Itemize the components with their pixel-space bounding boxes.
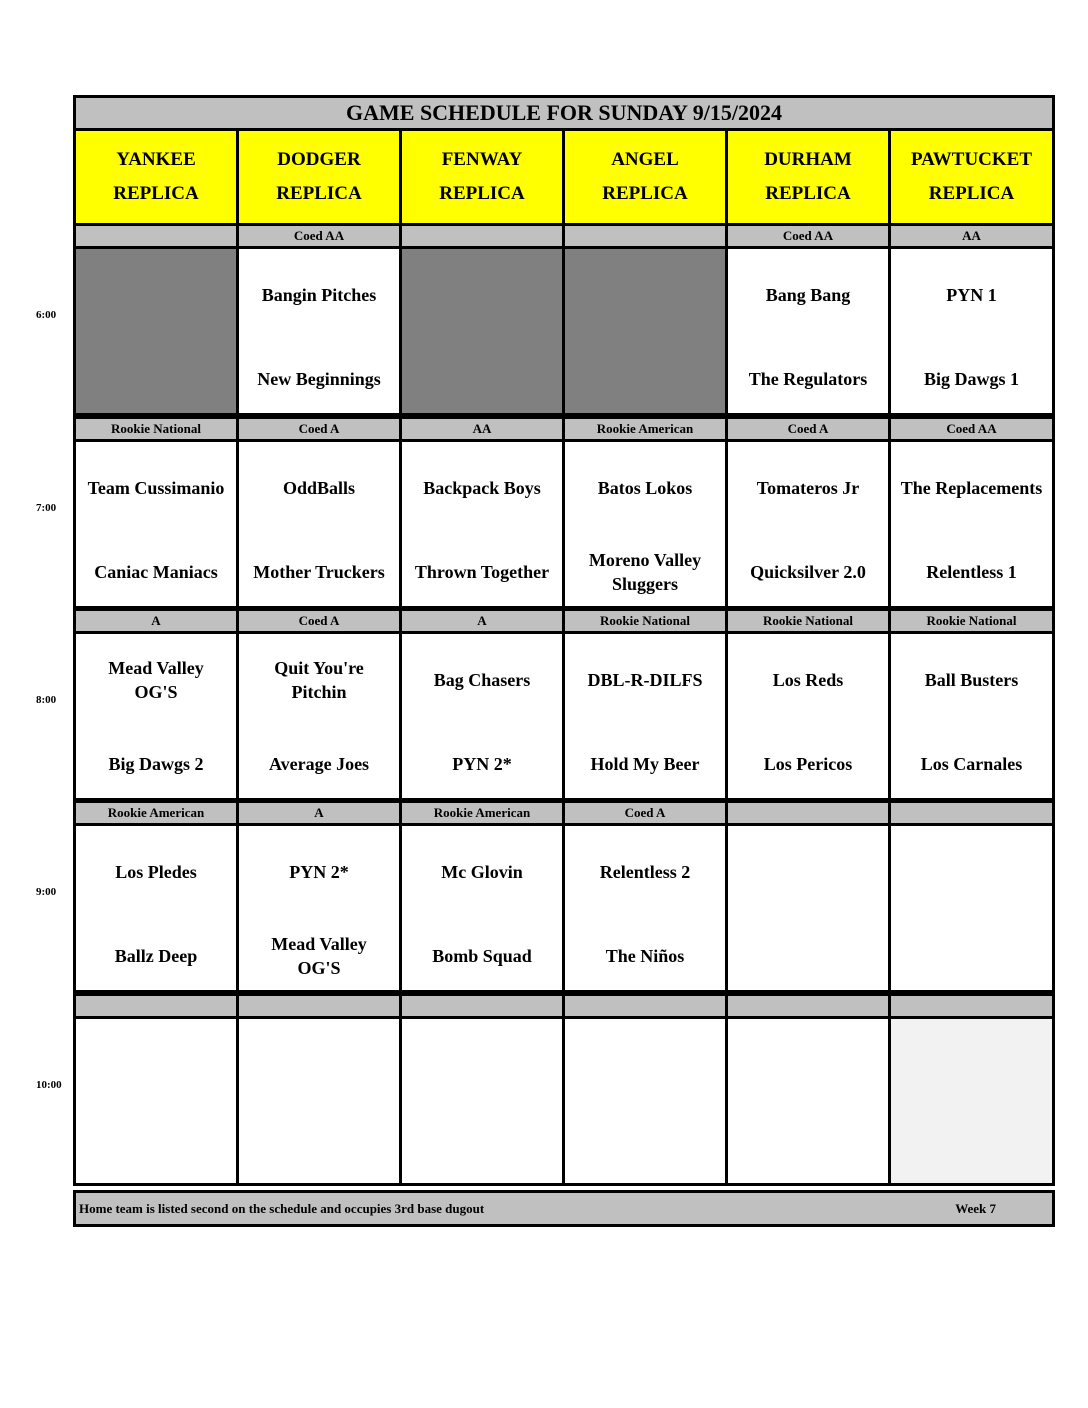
away-team [565,1039,725,1091]
home-team: Moreno Valley Sluggers [588,550,702,594]
home-team: Big Dawgs 2 [108,754,204,774]
game-cell [888,631,1055,801]
away-team [565,269,725,321]
schedule-title: GAME SCHEDULE FOR SUNDAY 9/15/2024 [73,95,1055,131]
game-cell [888,1016,1055,1186]
field-header [399,128,565,226]
division-text: Coed A [787,421,829,436]
field-subtitle: REPLICA [113,183,199,204]
home-team: Average Joes [268,754,370,774]
game-cell [73,1016,239,1186]
division-text: Coed A [298,613,340,628]
away-team: PYN 2* [289,862,349,882]
field-header [888,128,1055,226]
away-team: Bangin Pitches [261,285,377,305]
division-text: Coed A [624,805,666,820]
field-subtitle: REPLICA [765,183,851,204]
field-subtitle: REPLICA [928,183,1015,204]
game-cell [73,823,239,993]
away-team: Bag Chasers [433,670,531,690]
home-team: Mead Valley OG'S [271,934,367,978]
game-cell [399,439,565,609]
home-team: Quicksilver 2.0 [750,562,866,582]
away-team: PYN 1 [946,285,997,305]
home-team: Hold My Beer [590,754,700,774]
away-team [76,269,236,321]
game-cell [236,823,402,993]
home-team: Big Dawgs 1 [923,369,1019,389]
home-team [565,353,725,405]
home-team [239,1123,399,1175]
away-team [891,1039,1052,1091]
home-team [728,930,888,982]
game-cell [399,1016,565,1186]
game-cell [725,631,891,801]
field-name: ANGEL [611,149,679,170]
game-cell [399,246,565,416]
field-subtitle: REPLICA [602,183,688,204]
division-text: A [477,613,487,628]
division-text: Rookie American [433,805,531,820]
game-cell [73,246,239,416]
division-text: Rookie National [111,421,201,436]
week-label: Week 7 [955,1200,996,1216]
field-name: DODGER [277,149,361,170]
field-name: DURHAM [764,149,852,170]
home-team: The Niños [605,946,685,966]
away-team: Los Reds [772,670,844,690]
home-team [891,1123,1052,1175]
away-team: Mc Glovin [441,862,523,882]
division-text: Rookie American [107,805,205,820]
away-team [402,1039,562,1091]
away-team: Relentless 2 [599,862,691,882]
home-team: Mother Truckers [253,562,385,582]
game-cell [562,631,728,801]
time-label: 8:00 [36,694,57,706]
division-text: Rookie National [926,613,1017,628]
away-team: OddBalls [282,478,356,498]
game-cell [725,246,891,416]
away-team [239,1039,399,1091]
away-team [402,269,562,321]
division-text: Coed A [298,421,340,436]
division-text: AA [962,228,981,243]
game-cell [236,439,402,609]
home-team: Caniac Maniacs [94,562,218,582]
time-label: 6:00 [36,309,57,321]
away-team: Team Cussimanio [87,478,225,498]
game-cell [888,439,1055,609]
home-team [891,930,1052,982]
time-label: 7:00 [36,502,57,514]
field-subtitle: REPLICA [439,183,525,204]
home-team: New Beginnings [257,369,381,389]
game-cell [236,1016,402,1186]
field-header [725,128,891,226]
away-team: Quit You're Pitchin [274,658,364,702]
home-team: The Regulators [748,369,868,389]
game-cell [888,246,1055,416]
division-text: Coed AA [946,421,997,436]
game-cell [725,439,891,609]
game-cell [888,823,1055,993]
away-team [76,1039,236,1091]
division-text: A [151,613,161,628]
home-team [76,353,236,405]
game-cell [236,246,402,416]
division-text: Coed AA [293,228,345,243]
home-team [565,1123,725,1175]
game-cell [725,823,891,993]
division-text: Rookie American [596,421,694,436]
field-header [562,128,728,226]
away-team: The Replacements [900,478,1043,498]
footer-bar [73,1190,1055,1227]
schedule-table [73,95,1055,1227]
game-cell [73,439,239,609]
away-team [728,1039,888,1091]
away-team: Backpack Boys [423,478,541,498]
division-text: Rookie National [763,613,853,628]
game-cell [725,1016,891,1186]
home-team [728,1123,888,1175]
game-cell [562,1016,728,1186]
footer-note: Home team is listed second on the schedule and occupies 3rd base dugout [79,1200,485,1216]
field-header [236,128,402,226]
game-cell [562,439,728,609]
game-cell [236,631,402,801]
game-cell [562,246,728,416]
field-name: YANKEE [116,149,196,170]
field-header [73,128,239,226]
home-team: Relentless 1 [926,562,1017,582]
home-team: Los Carnales [920,754,1023,774]
away-team: Batos Lokos [597,478,693,498]
game-cell [73,631,239,801]
home-team: Bomb Squad [432,946,532,966]
away-team [728,846,888,898]
division-text: Rookie National [600,613,690,628]
field-subtitle: REPLICA [276,183,362,204]
away-team: Tomateros Jr [756,478,860,498]
home-team: PYN 2* [452,754,512,774]
game-cell [399,823,565,993]
game-cell [399,631,565,801]
away-team [891,846,1052,898]
home-team: Thrown Together [414,562,550,582]
home-team [402,1123,562,1175]
home-team [76,1123,236,1175]
division-text: A [314,805,324,820]
division-text: Coed AA [782,228,834,243]
game-cell [562,823,728,993]
time-label: 9:00 [36,886,57,898]
field-name: PAWTUCKET [910,149,1033,170]
away-team: Ball Busters [924,670,1019,690]
away-team: Bang Bang [765,285,851,305]
home-team: Ballz Deep [114,946,198,966]
home-team: Los Pericos [763,754,853,774]
home-team [402,353,562,405]
time-label: 10:00 [36,1079,62,1091]
division-text: AA [472,421,492,436]
away-team: Mead Valley OG'S [108,658,204,702]
away-team: DBL-R-DILFS [587,670,703,690]
away-team: Los Pledes [115,862,197,882]
field-name: FENWAY [441,149,523,170]
